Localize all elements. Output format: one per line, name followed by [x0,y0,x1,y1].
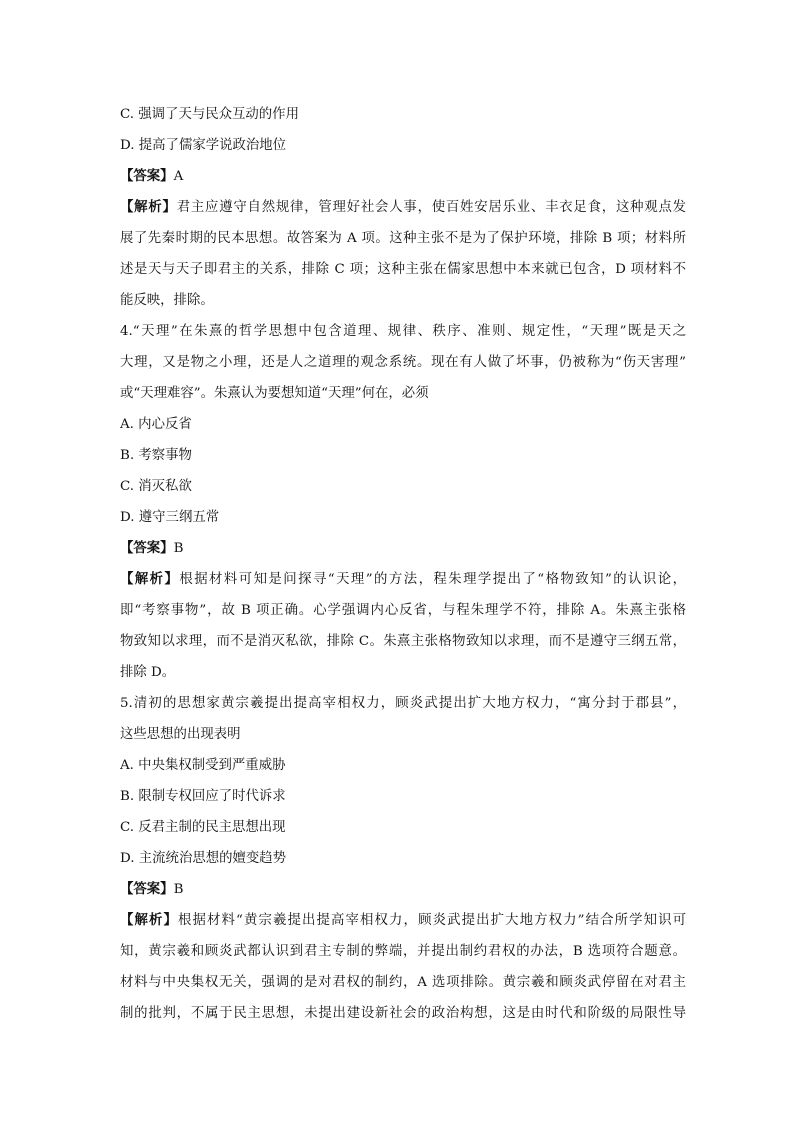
q4-answer-value: B [173,541,184,556]
q5-option-a: A. 中央集权制受到严重威胁 [120,758,286,773]
q5-analysis-line-3: 材料与中央集权无关，强调的是对君权的制约，A 选项排除。黄宗羲和顾炎武停留在对君主 [120,975,686,990]
q4-analysis-line-3: 物致知以求理，而不是消灭私欲，排除 C。朱熹主张格物致知以求理，而不是遵守三纲五常， [120,634,686,649]
q5-answer-value: B [173,882,184,897]
q5-answer-tag: 【答案】 [120,881,174,897]
q3-answer-value: A [173,169,184,184]
q5-stem-line-1: 5.清初的思想家黄宗羲提出提高宰相权力，顾炎武提出扩大地方权力，“寓分封于郡县”， [120,696,686,711]
q3-analysis-tag: 【解析】 [120,199,177,215]
q4-analysis-tag: 【解析】 [120,571,180,587]
q4-stem-line-1: 4.“天理”在朱熹的哲学思想中包含道理、规律、秩序、准则、规定性，“天理”既是天之 [120,324,686,339]
q3-option-c: C. 强调了天与民众互动的作用 [120,107,299,122]
document-page [120,99,686,1029]
q4-answer [120,533,686,564]
q5-analysis-line-4: 制的批判，不属于民主思想，未提出建设新社会的政治构想，这是由时代和阶级的局限性导 [120,1006,686,1021]
q4-analysis-text-1: 根据材料可知是问探寻“天理”的方法，程朱理学提出了“格物致知”的认识论， [179,572,686,587]
q3-analysis-line-4: 能反映，排除。 [120,293,214,308]
q4-option-b: B. 考察事物 [120,448,192,463]
q5-option-d: D. 主流统治思想的嬗变趋势 [120,851,287,866]
q5-analysis-text-1: 根据材料“黄宗羲提出提高宰相权力，顾炎武提出扩大地方权力”结合所学知识可 [178,913,686,928]
q4-analysis-line-1 [120,564,686,595]
q4-option-d: D. 遵守三纲五常 [120,510,220,525]
q3-analysis-line-3: 述是天与天子即君主的关系，排除 C 项；这种主张在儒家思想中本来就已包含，D 项材料不 [120,262,686,277]
q5-analysis-tag: 【解析】 [120,912,179,928]
q3-analysis-line-1 [120,192,686,223]
q5-option-c: C. 反君主制的民主思想出现 [120,820,286,835]
q5-stem-line-2: 这些思想的出现表明 [120,727,241,742]
q4-answer-tag: 【答案】 [120,540,174,556]
q4-analysis-line-4: 排除 D。 [120,665,176,680]
q5-answer [120,874,686,905]
q4-analysis-line-2: 即“考察事物”，故 B 项正确。心学强调内心反省，与程朱理学不符，排除 A。朱熹主张格 [120,603,686,618]
q3-analysis-text-1: 君主应遵守自然规律，管理好社会人事，使百姓安居乐业、丰衣足食，这种观点发 [176,200,686,215]
q5-analysis-line-2: 知，黄宗羲和顾炎武都认识到君主专制的弊端，并提出制约君权的办法，B 选项符合题意。 [120,944,686,959]
q3-answer-tag: 【答案】 [120,168,174,184]
q3-option-d: D. 提高了儒家学说政治地位 [120,138,287,153]
q4-stem-line-2: 大理，又是物之小理，还是人之道理的观念系统。现在有人做了坏事，仍被称为“伤天害理” [120,355,686,370]
q5-option-b: B. 限制专权回应了时代诉求 [120,789,286,804]
q3-analysis-line-2: 展了先秦时期的民本思想。故答案为 A 项。这种主张不是为了保护环境，排除 B 项；材料所 [120,231,686,246]
q5-analysis-line-1 [120,905,686,936]
q4-option-c: C. 消灭私欲 [120,479,192,494]
q4-stem-line-3: 或“天理难容”。朱熹认为要想知道“天理”何在，必须 [120,386,429,401]
q4-option-a: A. 内心反省 [120,417,192,432]
q3-answer [120,161,686,192]
